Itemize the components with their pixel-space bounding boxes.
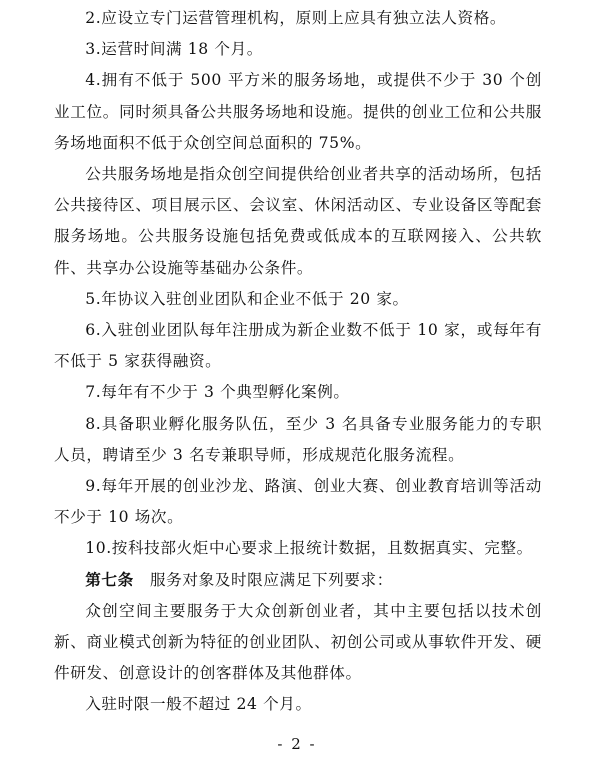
- document-body: [54, 3, 542, 721]
- paragraph-item-2: 2.应设立专门运营管理机构，原则上应具有独立法人资格。: [85, 9, 507, 27]
- paragraph-item-8: 8.具备职业孵化服务队伍，至少 3 名具备专业服务能力的专职人员，聘请至少 3 名专兼职导师，形成规范化服务流程。: [54, 414, 542, 464]
- paragraph-service-target: 众创空间主要服务于大众创新创业者，其中主要包括以技术创新、商业模式创新为特征的创业团队、初创公司或从事软件开发、硬件研发、创意设计的创客群体及其他群体。: [54, 601, 542, 683]
- article-text: 服务对象及时限应满足下列要求：: [149, 570, 393, 589]
- paragraph-item-6: 6.入驻创业团队每年注册成为新企业数不低于 10 家，或每年有不低于 5 家获得融资。: [54, 321, 542, 371]
- paragraph-item-4: 4.拥有不低于 500 平方米的服务场地，或提供不少于 30 个创业工位。同时须具备公共服务场地和设施。提供的创业工位和公共服务场地面积不低于众创空间总面积的 75%。: [54, 71, 542, 152]
- article-7-heading: [54, 565, 542, 596]
- paragraph-item-9: 9.每年开展的创业沙龙、路演、创业大赛、创业教育培训等活动不少于 10 场次。: [54, 477, 542, 527]
- paragraph-item-5: 5.年协议入驻创业团队和企业不低于 20 家。: [85, 289, 409, 308]
- paragraph-item-3: 3.运营时间满 18 个月。: [85, 40, 263, 59]
- article-label: 第七条: [85, 570, 134, 589]
- paragraph-item-7: 7.每年有不少于 3 个典型孵化案例。: [85, 383, 350, 402]
- paragraph-time-limit: 入驻时限一般不超过 24 个月。: [85, 695, 312, 714]
- paragraph-item-10: 10.按科技部火炬中心要求上报统计数据，且数据真实、完整。: [85, 539, 533, 558]
- paragraph-public-service: 公共服务场地是指众创空间提供给创业者共享的活动场所，包括公共接待区、项目展示区、会议室、休闲活动区、专业设备区等配套服务场地。公共服务设施包括免费或低成本的互联网接入、公共软件、共享办公设施等基础办公条件。: [54, 165, 542, 277]
- page-number: - 2 -: [277, 735, 317, 753]
